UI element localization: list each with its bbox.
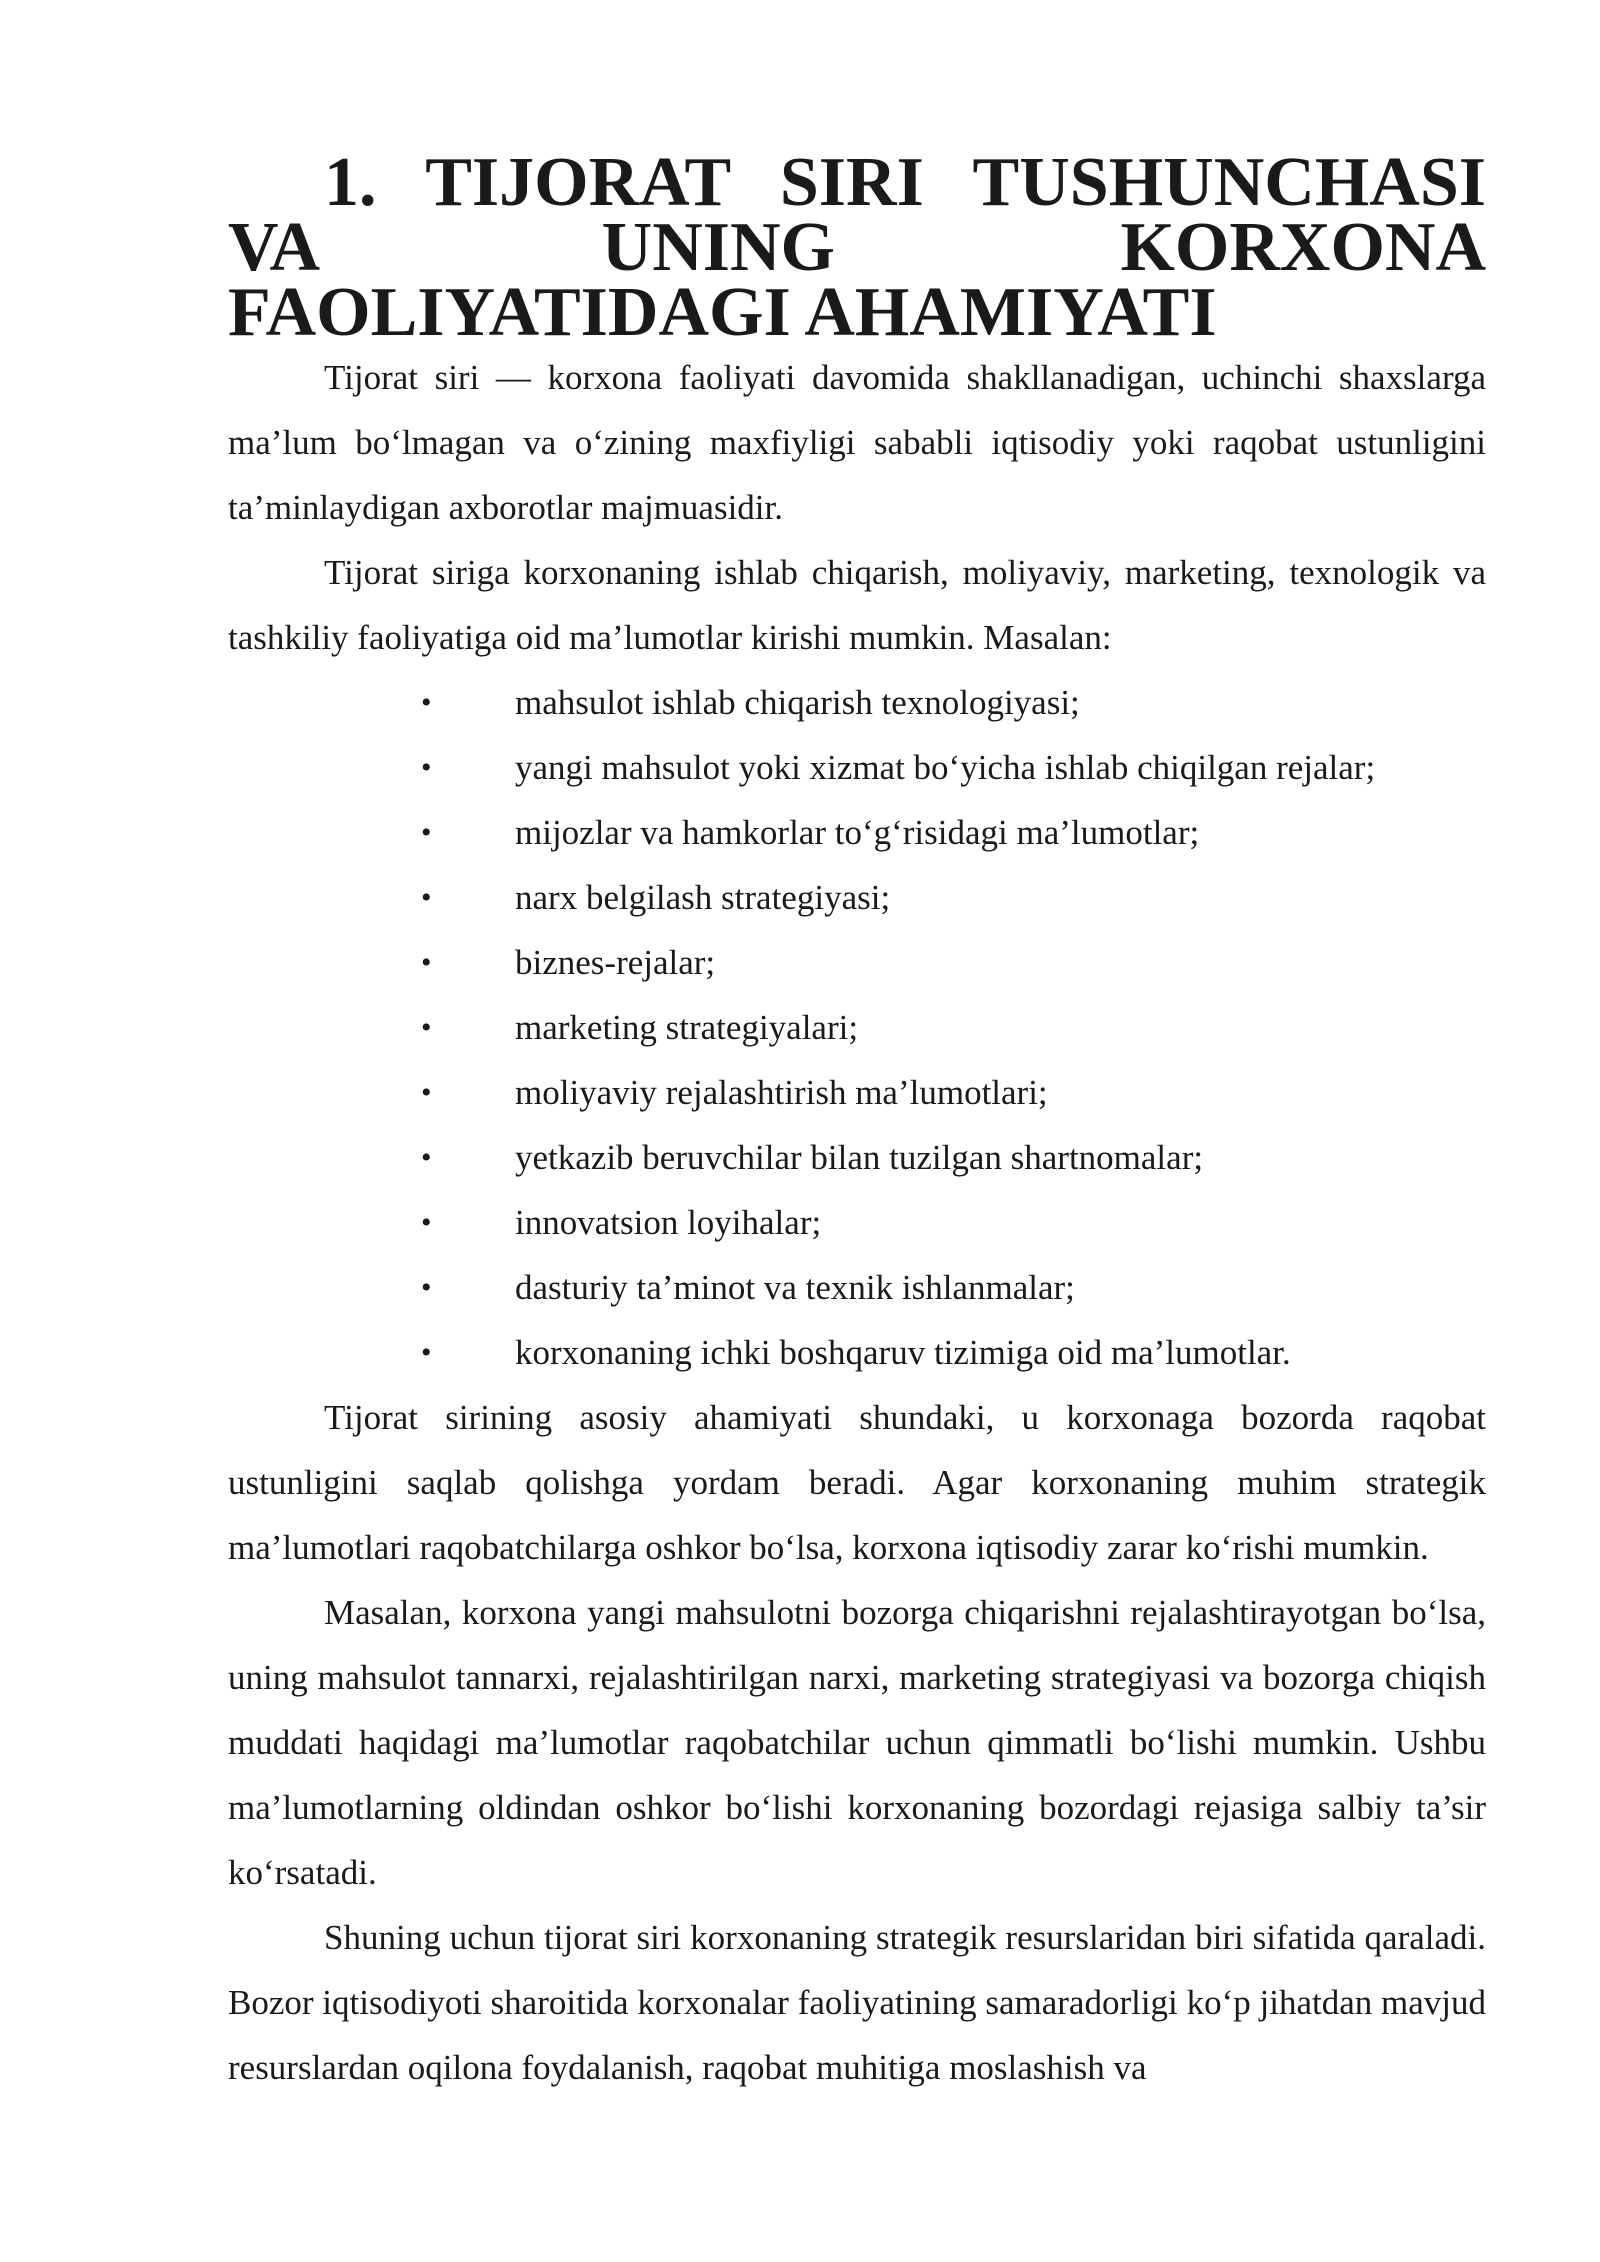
list-item-text: marketing strategiyalari; [515, 1008, 859, 1047]
bullet-icon: • [421, 686, 432, 719]
list-item-text: yangi mahsulot yoki xizmat bo‘yicha ishlab chiqilgan rejalar; [515, 748, 1376, 787]
bullet-icon: • [421, 1011, 432, 1044]
bullet-icon: • [421, 1076, 432, 1109]
list-item-text: korxonaning ichki boshqaruv tizimiga oid ma’lumotlar. [515, 1333, 1291, 1372]
list-item [228, 1320, 1486, 1385]
paragraph-importance: Tijorat sirining asosiy ahamiyati shundaki, u korxonaga bozorda raqobat ustunligini saqlab qolishga yordam beradi. Agar korxonaning muhim strategik ma’lumotlari raqobatchilarga oshkor bo‘lsa, korxona iqtisodiy zarar ko‘rishi mumkin. [228, 1398, 1486, 1567]
list-item [228, 735, 1486, 800]
list-item [228, 995, 1486, 1060]
document-page [228, 144, 1486, 2100]
list-item [228, 1125, 1486, 1190]
bullet-icon: • [421, 816, 432, 849]
list-item-text: moliyaviy rejalashtirish ma’lumotlari; [515, 1073, 1048, 1112]
section-heading-line-1: 1. TIJORAT SIRI TUSHUNCHASI VA UNING KORXONA [228, 144, 1486, 286]
list-item-text: mijozlar va hamkorlar to‘g‘risidagi ma’lumotlar; [515, 813, 1200, 852]
list-item [228, 865, 1486, 930]
list-item [228, 800, 1486, 865]
list-item-text: biznes-rejalar; [515, 943, 716, 982]
bullet-icon: • [421, 1141, 432, 1174]
bullet-icon: • [421, 751, 432, 784]
list-item [228, 1190, 1486, 1255]
list-item-text: dasturiy ta’minot va texnik ishlanmalar; [515, 1268, 1075, 1307]
paragraph-definition: Tijorat siri — korxona faoliyati davomida shakllanadigan, uchinchi shaxslarga ma’lum bo‘lmagan va o‘zining maxfiyligi sababli iqtisodiy yoki raqobat ustunligini ta’minlaydigan axborotlar majmuasidir. [228, 358, 1486, 527]
bullet-icon: • [421, 881, 432, 914]
paragraph-example: Masalan, korxona yangi mahsulotni bozorga chiqarishni rejalashtirayotgan bo‘lsa, uning mahsulot tannarxi, rejalashtirilgan narxi, marketing strategiyasi va bozorga chiqish muddati haqidagi ma’lumotlar raqobatchilar uchun qimmatli bo‘lishi mumkin. Ushbu ma’lumotlarning oldindan oshkor bo‘lishi korxonaning bozordagi rejasiga salbiy ta’sir ko‘rsatadi. [228, 1593, 1486, 1892]
bullet-icon: • [421, 946, 432, 979]
bullet-icon: • [421, 1206, 432, 1239]
list-item [228, 1255, 1486, 1320]
list-item-text: innovatsion loyihalar; [515, 1203, 822, 1242]
section-heading-line-2: FAOLIYATIDAGI AHAMIYATI [228, 274, 1217, 351]
paragraph-contents-intro: Tijorat siriga korxonaning ishlab chiqarish, moliyaviy, marketing, texnologik va tashkiliy faoliyatiga oid ma’lumotlar kirishi mumkin. Masalan: [228, 553, 1486, 657]
list-item-text: mahsulot ishlab chiqarish texnologiyasi; [515, 683, 1080, 722]
paragraph-strategic-resource: Shuning uchun tijorat siri korxonaning strategik resurslaridan biri sifatida qaraladi. Bozor iqtisodiyoti sharoitida korxonalar faoliyatining samaradorligi ko‘p jihatdan mavjud resurslardan oqilona foydalanish, raqobat muhitiga moslashish va [228, 1918, 1486, 2087]
bullet-list [228, 670, 1486, 1385]
section-heading [228, 144, 1486, 351]
list-item [228, 930, 1486, 995]
list-item [228, 670, 1486, 735]
bullet-icon: • [421, 1336, 432, 1369]
list-item-text: narx belgilash strategiyasi; [515, 878, 891, 917]
list-item-text: yetkazib beruvchilar bilan tuzilgan shartnomalar; [515, 1138, 1204, 1177]
bullet-icon: • [421, 1271, 432, 1304]
list-item [228, 1060, 1486, 1125]
